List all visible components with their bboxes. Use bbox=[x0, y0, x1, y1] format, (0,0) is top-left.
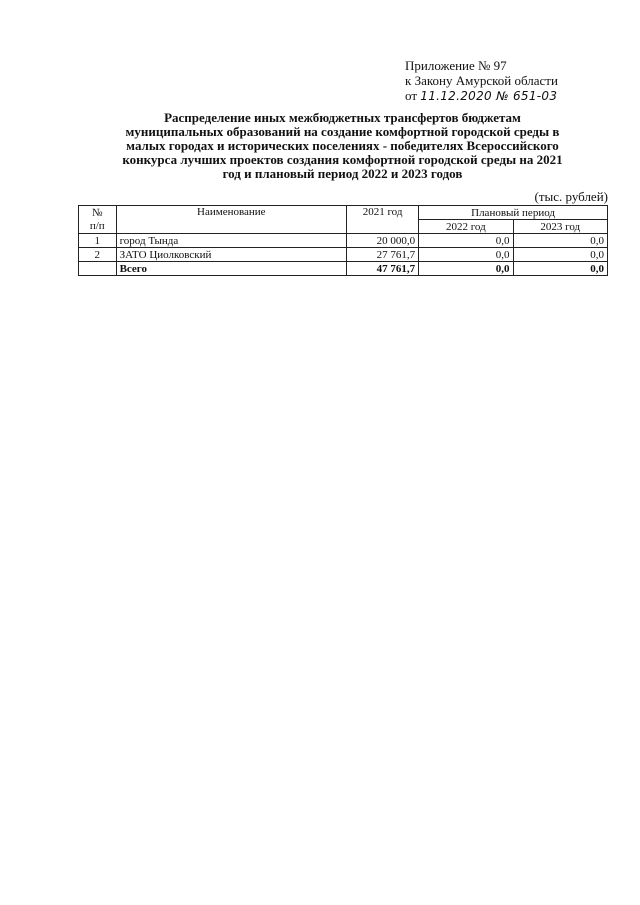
law-date-prefix: от bbox=[405, 88, 418, 103]
title-line: малых городах и исторических поселениях - победителях Всероссийского bbox=[126, 138, 559, 153]
row-2023: 0,0 bbox=[513, 234, 607, 248]
total-2022: 0,0 bbox=[419, 262, 513, 276]
title-line: год и плановый период 2022 и 2023 годов bbox=[222, 166, 463, 181]
document-title bbox=[70, 111, 615, 181]
row-2021: 20 000,0 bbox=[347, 234, 419, 248]
header-name: Наименование bbox=[116, 206, 346, 234]
law-reference: к Закону Амурской области bbox=[405, 73, 558, 88]
table-total-row bbox=[79, 262, 608, 276]
table-row bbox=[79, 248, 608, 262]
row-name: ЗАТО Циолковский bbox=[116, 248, 346, 262]
units-label: (тыс. рублей) bbox=[534, 189, 608, 204]
row-num: 1 bbox=[79, 234, 117, 248]
row-name: город Тында bbox=[116, 234, 346, 248]
appendix-number: Приложение № 97 bbox=[405, 58, 507, 73]
header-year-2022: 2022 год bbox=[419, 220, 513, 234]
table-header-row bbox=[79, 206, 608, 220]
header-year-2021: 2021 год bbox=[347, 206, 419, 234]
row-2022: 0,0 bbox=[419, 248, 513, 262]
header-plan-period: Плановый период bbox=[419, 206, 608, 220]
title-line: конкурса лучших проектов создания комфортной городской среды на 2021 bbox=[122, 152, 563, 167]
header-num-top: № bbox=[79, 206, 117, 220]
appendix-header bbox=[405, 58, 605, 104]
row-num: 2 bbox=[79, 248, 117, 262]
total-label: Всего bbox=[116, 262, 346, 276]
row-2021: 27 761,7 bbox=[347, 248, 419, 262]
row-2022: 0,0 bbox=[419, 234, 513, 248]
total-2023: 0,0 bbox=[513, 262, 607, 276]
table-row bbox=[79, 234, 608, 248]
total-num bbox=[79, 262, 117, 276]
header-year-2023: 2023 год bbox=[513, 220, 607, 234]
title-line: муниципальных образований на создание комфортной городской среды в bbox=[125, 124, 560, 139]
transfers-table bbox=[78, 205, 608, 276]
header-num-bottom: п/п bbox=[79, 220, 117, 234]
row-2023: 0,0 bbox=[513, 248, 607, 262]
title-line: Распределение иных межбюджетных трансфертов бюджетам bbox=[164, 110, 521, 125]
total-2021: 47 761,7 bbox=[347, 262, 419, 276]
handwritten-date-number: 11.12.2020 № 651-03 bbox=[420, 89, 558, 103]
law-date-line bbox=[405, 88, 605, 104]
